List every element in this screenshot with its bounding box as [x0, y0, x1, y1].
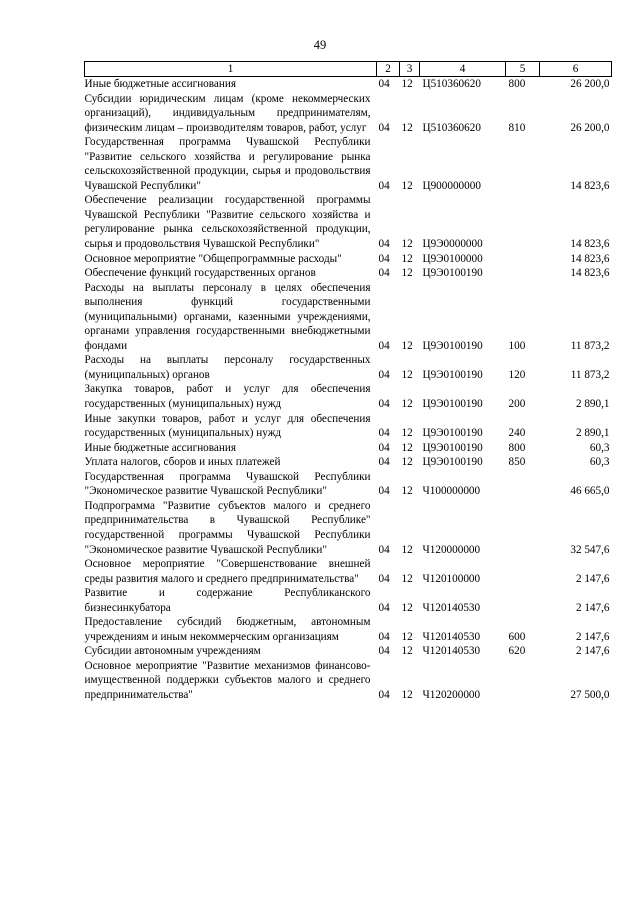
row-subsection: 12 [401, 543, 413, 556]
row-expense-type: 800 [508, 78, 526, 90]
row-name: Иные закупки товаров, работ и услуг для обеспечения государственных (муниципальных) нужд [84, 412, 371, 440]
row-amount: 11 873,2 [570, 368, 610, 381]
row-subsection: 12 [401, 427, 413, 440]
row-name: Подпрограмма "Развитие субъектов малого и среднего предпринимательства в Чувашской Республике" государственной программы Чувашской Республики "Экономическое развитие Чувашской Республики" [84, 499, 371, 556]
row-section: 04 [378, 543, 390, 556]
table-row [85, 499, 612, 557]
row-amount: 14 823,6 [570, 179, 610, 192]
row-subsection: 12 [401, 630, 413, 643]
row-target-article: Ц9Э0100190 [422, 398, 483, 411]
row-target-article: Ч120140530 [422, 601, 481, 614]
header-col-1: 1 [85, 62, 377, 77]
row-expense-type [506, 252, 540, 267]
row-expense-type: 100 [508, 339, 526, 352]
row-expense-type: 120 [508, 368, 526, 381]
row-target-article: Ц9Э0000000 [422, 238, 483, 251]
table-row [85, 353, 612, 382]
row-subsection: 12 [401, 252, 413, 265]
row-expense-type [506, 470, 540, 499]
table-row [85, 281, 612, 354]
row-target-article: Ч120100000 [422, 572, 481, 585]
row-subsection: 12 [401, 121, 413, 134]
row-expense-type [506, 586, 540, 615]
table-row [85, 455, 612, 470]
row-amount: 11 873,2 [570, 339, 610, 352]
row-expense-type [506, 193, 540, 251]
row-section: 04 [378, 441, 390, 454]
row-target-article: Ч120200000 [422, 688, 481, 701]
row-name: Обеспечение функций государственных органов [84, 267, 316, 280]
row-section: 04 [378, 601, 390, 614]
row-section: 04 [378, 78, 390, 90]
table-row [85, 92, 612, 136]
row-section: 04 [378, 485, 390, 498]
row-target-article: Ч120140530 [422, 645, 481, 658]
row-expense-type [506, 499, 540, 557]
table-row [85, 659, 612, 703]
row-amount: 14 823,6 [570, 238, 610, 251]
row-target-article: Ц510360620 [422, 121, 481, 134]
row-expense-type: 850 [508, 456, 526, 469]
row-section: 04 [378, 267, 390, 280]
row-section: 04 [378, 572, 390, 585]
row-name: Субсидии автономным учреждениям [84, 645, 261, 658]
table-row [85, 135, 612, 193]
header-col-3: 3 [400, 62, 420, 77]
budget-table [84, 61, 612, 703]
row-amount: 2 147,6 [575, 601, 610, 614]
header-col-2: 2 [377, 62, 400, 77]
table-row [85, 557, 612, 586]
row-section: 04 [378, 339, 390, 352]
table-row [85, 252, 612, 267]
row-amount: 60,3 [589, 441, 610, 454]
row-expense-type: 200 [508, 398, 526, 411]
row-expense-type: 810 [508, 121, 526, 134]
row-target-article: Ц9Э0100190 [422, 427, 483, 440]
row-expense-type: 620 [508, 645, 526, 658]
row-amount: 2 147,6 [575, 572, 610, 585]
row-section: 04 [378, 427, 390, 440]
row-expense-type [506, 659, 540, 703]
table-row [85, 644, 612, 659]
row-section: 04 [378, 121, 390, 134]
row-target-article: Ц9Э0100190 [422, 339, 483, 352]
row-subsection: 12 [401, 267, 413, 280]
row-section: 04 [378, 456, 390, 469]
row-section: 04 [378, 252, 390, 265]
row-amount: 14 823,6 [570, 267, 610, 280]
row-amount: 2 147,6 [575, 630, 610, 643]
row-subsection: 12 [401, 78, 413, 90]
row-subsection: 12 [401, 368, 413, 381]
table-row [85, 412, 612, 441]
row-name: Уплата налогов, сборов и иных платежей [84, 456, 281, 469]
row-name: Иные бюджетные ассигнования [84, 441, 236, 454]
row-subsection: 12 [401, 238, 413, 251]
table-header [85, 62, 612, 77]
row-target-article: Ц9Э0100190 [422, 441, 483, 454]
row-target-article: Ц9Э0100190 [422, 267, 483, 280]
row-target-article: Ц9Э0100000 [422, 252, 483, 265]
row-subsection: 12 [401, 441, 413, 454]
row-name: Развитие и содержание Республиканского бизнесинкубатора [84, 587, 371, 614]
row-name: Государственная программа Чувашской Республики "Экономическое развитие Чувашской Республики" [84, 470, 371, 498]
table-row [85, 77, 612, 92]
table-row [85, 193, 612, 251]
row-expense-type: 600 [508, 630, 526, 643]
row-expense-type: 240 [508, 427, 526, 440]
row-subsection: 12 [401, 572, 413, 585]
row-amount: 46 665,0 [570, 485, 610, 498]
row-name: Закупка товаров, работ и услуг для обеспечения государственных (муниципальных) нужд [84, 383, 371, 411]
row-amount: 26 200,0 [570, 78, 610, 90]
header-col-5: 5 [506, 62, 540, 77]
row-amount: 2 890,1 [575, 398, 610, 411]
row-subsection: 12 [401, 688, 413, 701]
row-expense-type [506, 135, 540, 193]
row-name: Основное мероприятие "Развитие механизмов финансово-имущественной поддержки субъектов малого и среднего предпринимательства" [84, 659, 371, 701]
table-row [85, 441, 612, 456]
row-name: Расходы на выплаты персоналу государственных (муниципальных) органов [84, 354, 371, 381]
row-subsection: 12 [401, 601, 413, 614]
row-subsection: 12 [401, 456, 413, 469]
row-subsection: 12 [401, 485, 413, 498]
table-row [85, 382, 612, 411]
row-amount: 2 147,6 [575, 645, 610, 658]
table-row [85, 615, 612, 644]
row-expense-type [506, 266, 540, 281]
row-section: 04 [378, 368, 390, 381]
row-target-article: Ц9Э0100190 [422, 368, 483, 381]
row-name: Основное мероприятие "Общепрограммные расходы" [84, 252, 342, 265]
table-row [85, 266, 612, 281]
row-amount: 26 200,0 [570, 121, 610, 134]
table-row [85, 470, 612, 499]
row-subsection: 12 [401, 645, 413, 658]
page-number: 49 [313, 38, 327, 52]
row-amount: 14 823,6 [570, 252, 610, 265]
row-section: 04 [378, 238, 390, 251]
row-name: Субсидии юридическим лицам (кроме некоммерческих организаций), индивидуальным предпринимателям, физическим лицам – производителям товаров, работ, услуг [84, 92, 371, 134]
row-name: Обеспечение реализации государственной программы Чувашской Республики "Развитие сельского хозяйства и регулирование рынка сельскохозяйственной продукции, сырья и продовольствия Чувашской Республики" [84, 194, 371, 251]
row-target-article: Ч120140530 [422, 630, 481, 643]
row-subsection: 12 [401, 398, 413, 411]
header-col-6: 6 [540, 62, 612, 77]
row-name: Государственная программа Чувашской Республики "Развитие сельского хозяйства и регулирование рынка сельскохозяйственной продукции, сырья и продовольствия Чувашской Республики" [84, 136, 371, 192]
row-section: 04 [378, 645, 390, 658]
row-name: Основное мероприятие "Совершенствование внешней среды развития малого и среднего предпринимательства" [84, 558, 371, 585]
row-target-article: Ч120000000 [422, 543, 481, 556]
row-name: Предоставление субсидий бюджетным, автономным учреждениям и иным некоммерческим организациям [84, 616, 371, 643]
row-expense-type: 800 [508, 441, 526, 454]
row-section: 04 [378, 179, 390, 192]
row-section: 04 [378, 398, 390, 411]
row-section: 04 [378, 688, 390, 701]
row-target-article: Ц9Э0100190 [422, 456, 483, 469]
table-body [85, 77, 612, 703]
row-amount: 32 547,6 [570, 543, 610, 556]
row-target-article: Ч100000000 [422, 485, 481, 498]
row-amount: 2 890,1 [575, 427, 610, 440]
header-col-4: 4 [420, 62, 506, 77]
header-row [85, 62, 612, 77]
row-amount: 27 500,0 [570, 688, 610, 701]
row-expense-type [506, 557, 540, 586]
row-subsection: 12 [401, 179, 413, 192]
row-target-article: Ц510360620 [422, 78, 481, 90]
row-target-article: Ц900000000 [422, 179, 481, 192]
row-name: Иные бюджетные ассигнования [84, 78, 236, 90]
row-subsection: 12 [401, 339, 413, 352]
row-amount: 60,3 [589, 456, 610, 469]
table-row [85, 586, 612, 615]
row-name: Расходы на выплаты персоналу в целях обеспечения выполнения функций государственными (муниципальными) органами, казенными учреждениями, органами управления государственными внебюджетными фондами [84, 281, 371, 352]
row-section: 04 [378, 630, 390, 643]
